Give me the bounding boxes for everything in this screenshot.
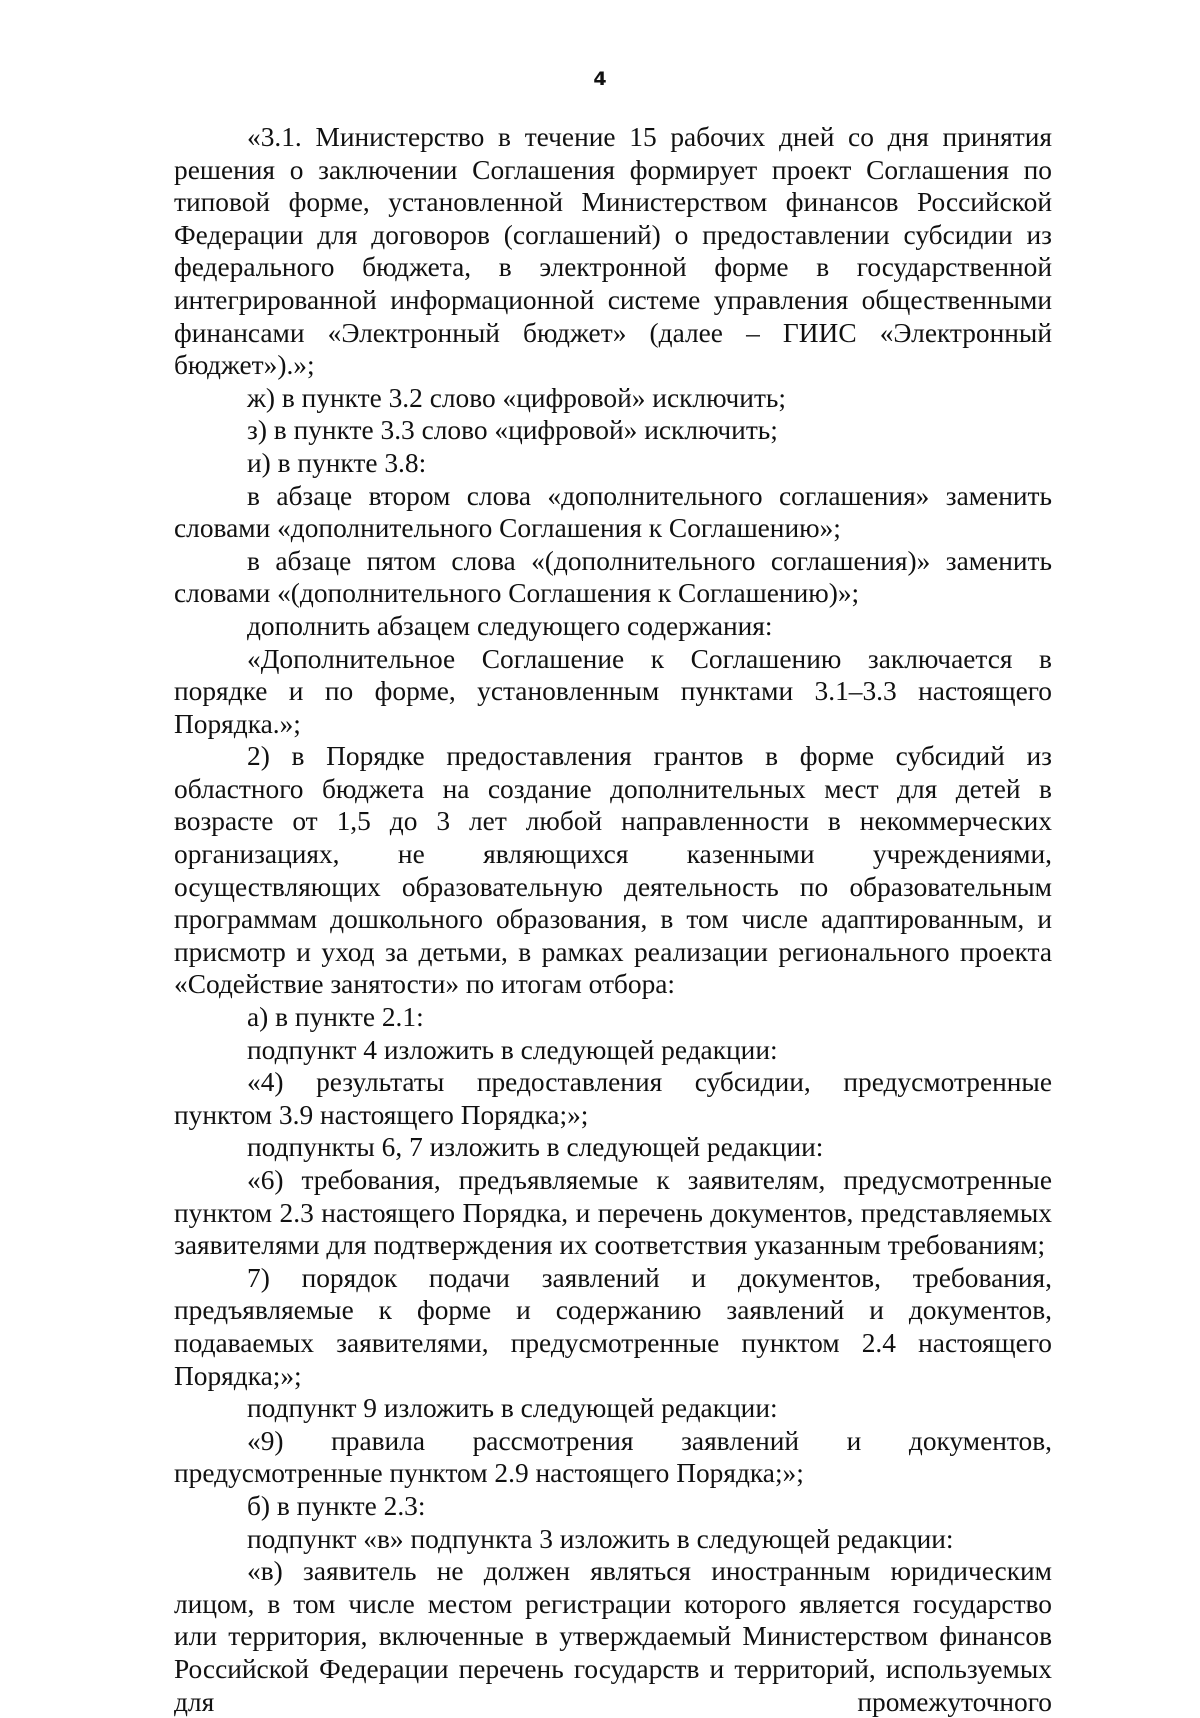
paragraph-subpoint-v: подпункт «в» подпункта 3 изложить в следующей редакции:: [247, 1523, 954, 1554]
paragraph-add-abzac: дополнить абзацем следующего содержания:: [247, 610, 773, 641]
paragraph-subpoint-4: подпункт 4 изложить в следующей редакции:: [247, 1034, 778, 1065]
document-body: [174, 121, 1052, 1718]
page-number: 4: [593, 68, 607, 90]
paragraph-b: б) в пункте 2.3:: [247, 1490, 426, 1521]
paragraph-subpoint-4-text: «4) результаты предоставления субсидии, предусмотренные пунктом 3.9 настоящего Порядка;»;: [174, 1067, 1052, 1130]
paragraph-subpoint-7-text: 7) порядок подачи заявлений и документов, требования, предъявляемые к форме и содержанию заявлений и документов, подаваемых заявителями, предусмотренные пунктом 2.4 настоящего Порядка;»;: [174, 1262, 1052, 1391]
paragraph-a: а) в пункте 2.1:: [247, 1002, 424, 1033]
paragraph-3-1-agreement: «3.1. Министерство в течение 15 рабочих дней со дня принятия решения о заключении Соглашения формирует проект Соглашения по типовой форме, установленной Министерством финансов Российской Федерации для договоров (соглашений) о предоставлении субсидии из федерального бюджета, в электронной форме в государственной интегрированной информационной системе управления общественными финансами «Электронный бюджет» (далее – ГИИС «Электронный бюджет»).»;: [174, 122, 1052, 381]
paragraph-subpoint-9: подпункт 9 изложить в следующей редакции:: [247, 1393, 778, 1424]
paragraph-additional-agreement: «Дополнительное Соглашение к Соглашению заключается в порядке и по форме, установленным пунктами 3.1–3.3 настоящего Порядка.»;: [174, 643, 1052, 739]
paragraph-second-abzac: в абзаце втором слова «дополнительного соглашения» заменить словами «дополнительного Соглашения к Соглашению»;: [174, 480, 1052, 544]
paragraph-zh: ж) в пункте 3.2 слово «цифровой» исключить;: [247, 382, 787, 413]
paragraph-z: з) в пункте 3.3 слово «цифровой» исключить;: [247, 415, 778, 446]
paragraph-i: и) в пункте 3.8:: [247, 447, 427, 478]
paragraph-subpoint-9-text: «9) правила рассмотрения заявлений и документов, предусмотренные пунктом 2.9 настоящего Порядка;»;: [174, 1425, 1052, 1489]
paragraph-subpoint-v-text: «в) заявитель не должен являться иностранным юридическим лицом, в том числе местом регистрации которого является государство или территория, включенные в утверждаемый Министерством финансов Российской Федерации перечень государств и территорий, используемых для промежуточного: [174, 1556, 1052, 1717]
paragraph-2-grants-order: 2) в Порядке предоставления грантов в форме субсидий из областного бюджета на создание дополнительных мест для детей в возрасте от 1,5 до 3 лет любой направленности в некоммерческих организациях, не являющихся казенными учреждениями, осуществляющих образовательную деятельность по образовательным программам дошкольного образования, в том числе адаптированным, и присмотр и уход за детьми, в рамках реализации регионального проекта «Содействие занятости» по итогам отбора:: [174, 741, 1052, 1000]
paragraph-subpoints-6-7: подпункты 6, 7 изложить в следующей редакции:: [247, 1132, 824, 1163]
paragraph-subpoint-6-text: «6) требования, предъявляемые к заявителям, предусмотренные пунктом 2.3 настоящего Порядка, и перечень документов, представляемых заявителями для подтверждения их соответствия указанным требованиям;: [174, 1165, 1052, 1261]
paragraph-fifth-abzac: в абзаце пятом слова «(дополнительного соглашения)» заменить словами «(дополнительного Соглашения к Соглашению)»;: [174, 545, 1052, 609]
